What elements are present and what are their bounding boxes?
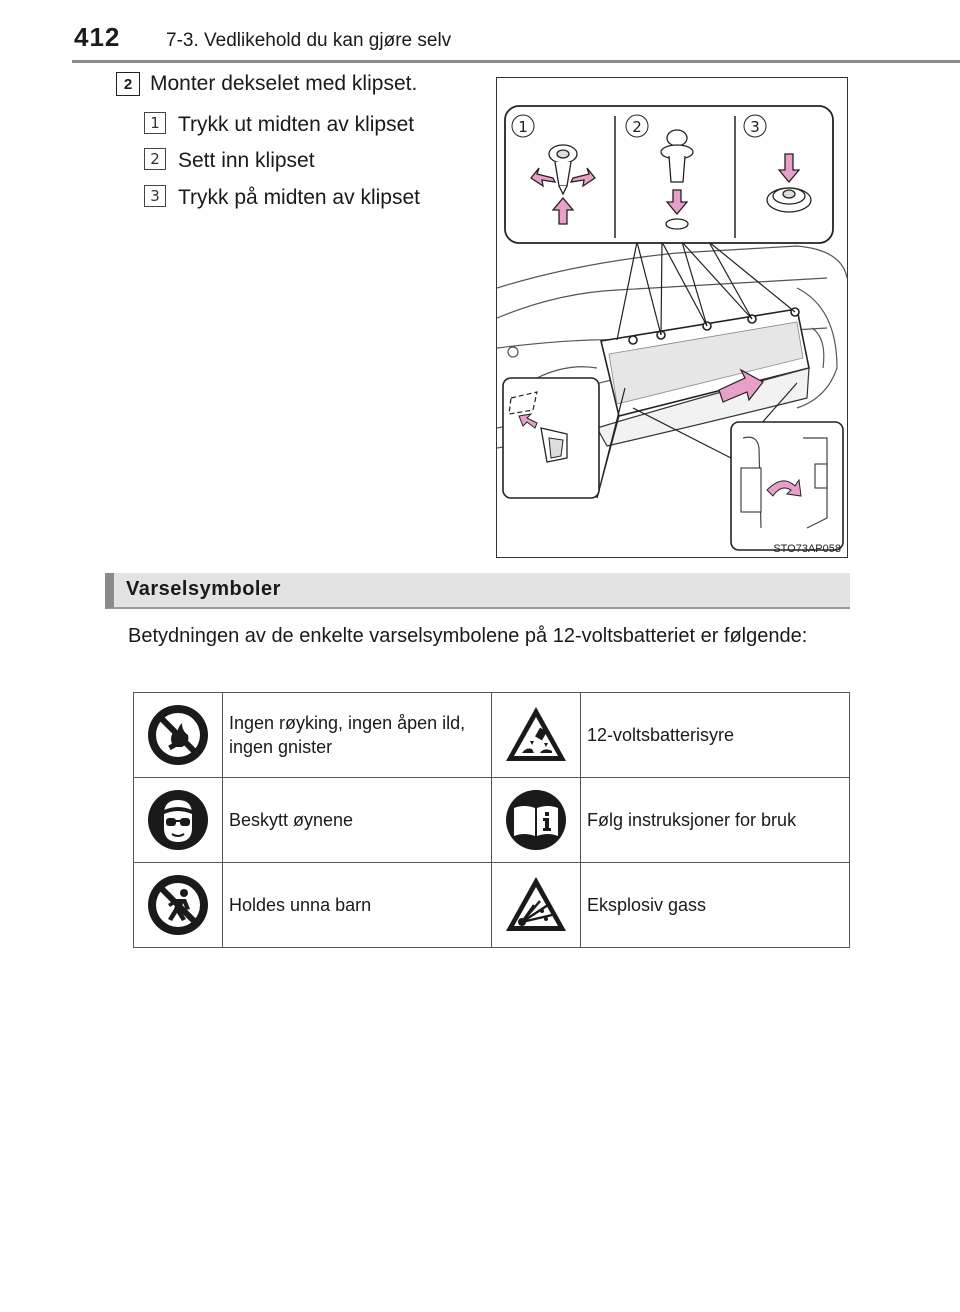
substep-3	[144, 185, 420, 210]
icon-cell	[492, 863, 581, 948]
no-smoking-icon	[146, 703, 210, 767]
section-header	[105, 573, 850, 609]
symbol-description: 12-voltsbatterisyre	[581, 693, 850, 778]
substep-text: Trykk på midten av klipset	[178, 186, 420, 209]
keep-children-away-icon	[146, 873, 210, 937]
table-row	[134, 693, 850, 778]
figure-code: STO73AP058	[773, 543, 841, 555]
acid-warning-icon	[504, 703, 568, 767]
header-rule	[72, 60, 960, 63]
symbol-description: Holdes unna barn	[223, 863, 492, 948]
section-intro: Betydningen av de enkelte varselsymbolene på 12-voltsbatteriet er følgende:	[128, 625, 808, 647]
substep-2	[144, 148, 315, 173]
chapter-title: 7-3. Vedlikehold du kan gjøre selv	[166, 30, 452, 51]
callout-3: 3	[750, 118, 760, 136]
substep-text: Sett inn klipset	[178, 149, 315, 172]
page-number: 412	[74, 22, 121, 52]
icon-cell	[134, 863, 223, 948]
callout-2: 2	[632, 118, 642, 136]
substep-1	[144, 112, 414, 137]
explosive-gas-icon	[504, 873, 568, 937]
callout-1: 1	[518, 118, 528, 136]
installation-figure	[496, 77, 848, 558]
step-badge: 2	[116, 72, 140, 96]
installation-illustration	[497, 78, 849, 559]
substep-number: 2	[144, 148, 166, 170]
substep-number: 1	[144, 112, 166, 134]
symbol-description: Følg instruksjoner for bruk	[581, 778, 850, 863]
substep-number: 3	[144, 185, 166, 207]
symbol-description: Beskytt øynene	[223, 778, 492, 863]
symbol-description: Ingen røyking, ingen åpen ild, ingen gnister	[223, 693, 492, 778]
symbol-description: Eksplosiv gass	[581, 863, 850, 948]
step-title: Monter dekselet med klipset.	[150, 72, 418, 95]
icon-cell	[492, 693, 581, 778]
eye-protection-icon	[146, 788, 210, 852]
icon-cell	[134, 778, 223, 863]
substep-text: Trykk ut midten av klipset	[178, 113, 415, 136]
warning-symbols-table	[133, 692, 850, 948]
manual-icon	[504, 788, 568, 852]
section-title: Varselsymboler	[126, 578, 281, 600]
table-row	[134, 863, 850, 948]
icon-cell	[492, 778, 581, 863]
table-row	[134, 778, 850, 863]
icon-cell	[134, 693, 223, 778]
